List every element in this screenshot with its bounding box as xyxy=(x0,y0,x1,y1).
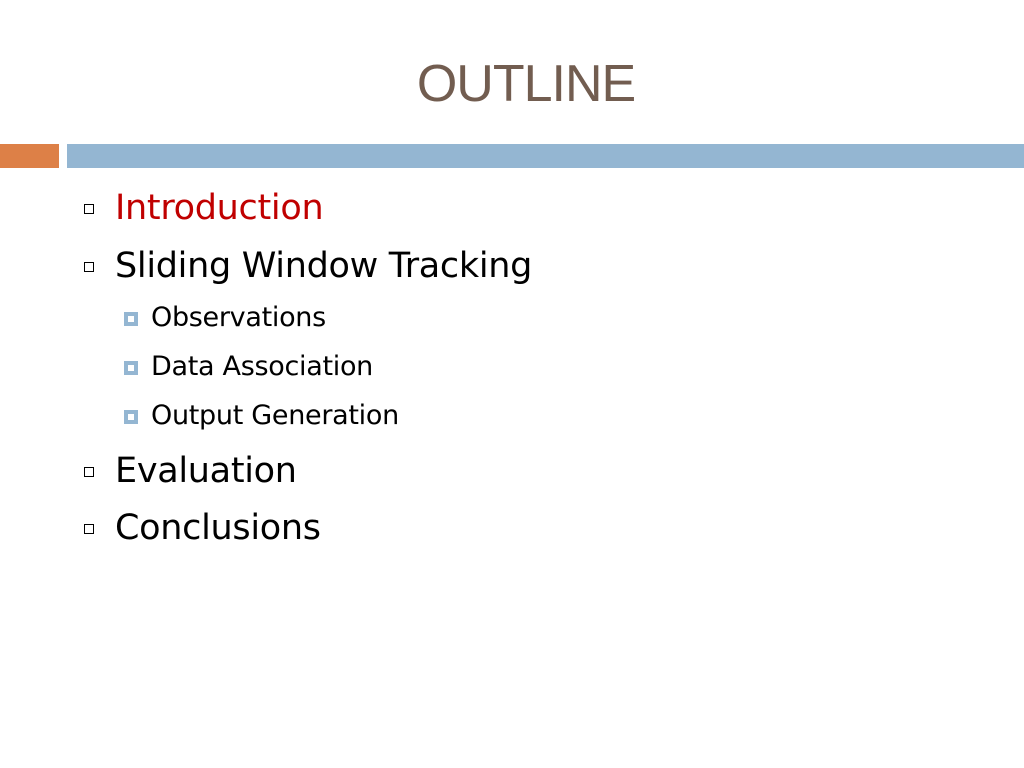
blue-framed-square-icon xyxy=(124,312,138,326)
accent-bar-left xyxy=(0,144,59,168)
outline-item-label: Sliding Window Tracking xyxy=(115,246,533,286)
outline-item-introduction xyxy=(115,188,323,228)
hollow-square-icon xyxy=(84,524,94,534)
blue-framed-square-icon xyxy=(124,361,138,375)
accent-bar-right xyxy=(67,144,1024,168)
blue-framed-square-icon xyxy=(124,410,138,424)
hollow-square-icon xyxy=(84,262,94,272)
outline-item-label: Evaluation xyxy=(115,451,297,491)
hollow-square-icon xyxy=(84,467,94,477)
outline-subitem-label: Data Association xyxy=(151,351,373,382)
slide-title: OUTLINE xyxy=(416,55,636,113)
outline-subitem-output-generation xyxy=(151,400,399,432)
outline-subitem-label: Observations xyxy=(151,302,326,333)
outline-item-sliding-window-tracking xyxy=(115,246,532,286)
hollow-square-icon xyxy=(84,204,94,214)
outline-item-label: Conclusions xyxy=(115,508,321,548)
outline-item-label: Introduction xyxy=(115,188,324,228)
outline-item-conclusions xyxy=(115,508,321,548)
outline-subitem-data-association xyxy=(151,351,373,383)
outline-item-evaluation xyxy=(115,451,297,491)
outline-subitem-label: Output Generation xyxy=(151,400,399,431)
outline-subitem-observations xyxy=(151,302,326,334)
